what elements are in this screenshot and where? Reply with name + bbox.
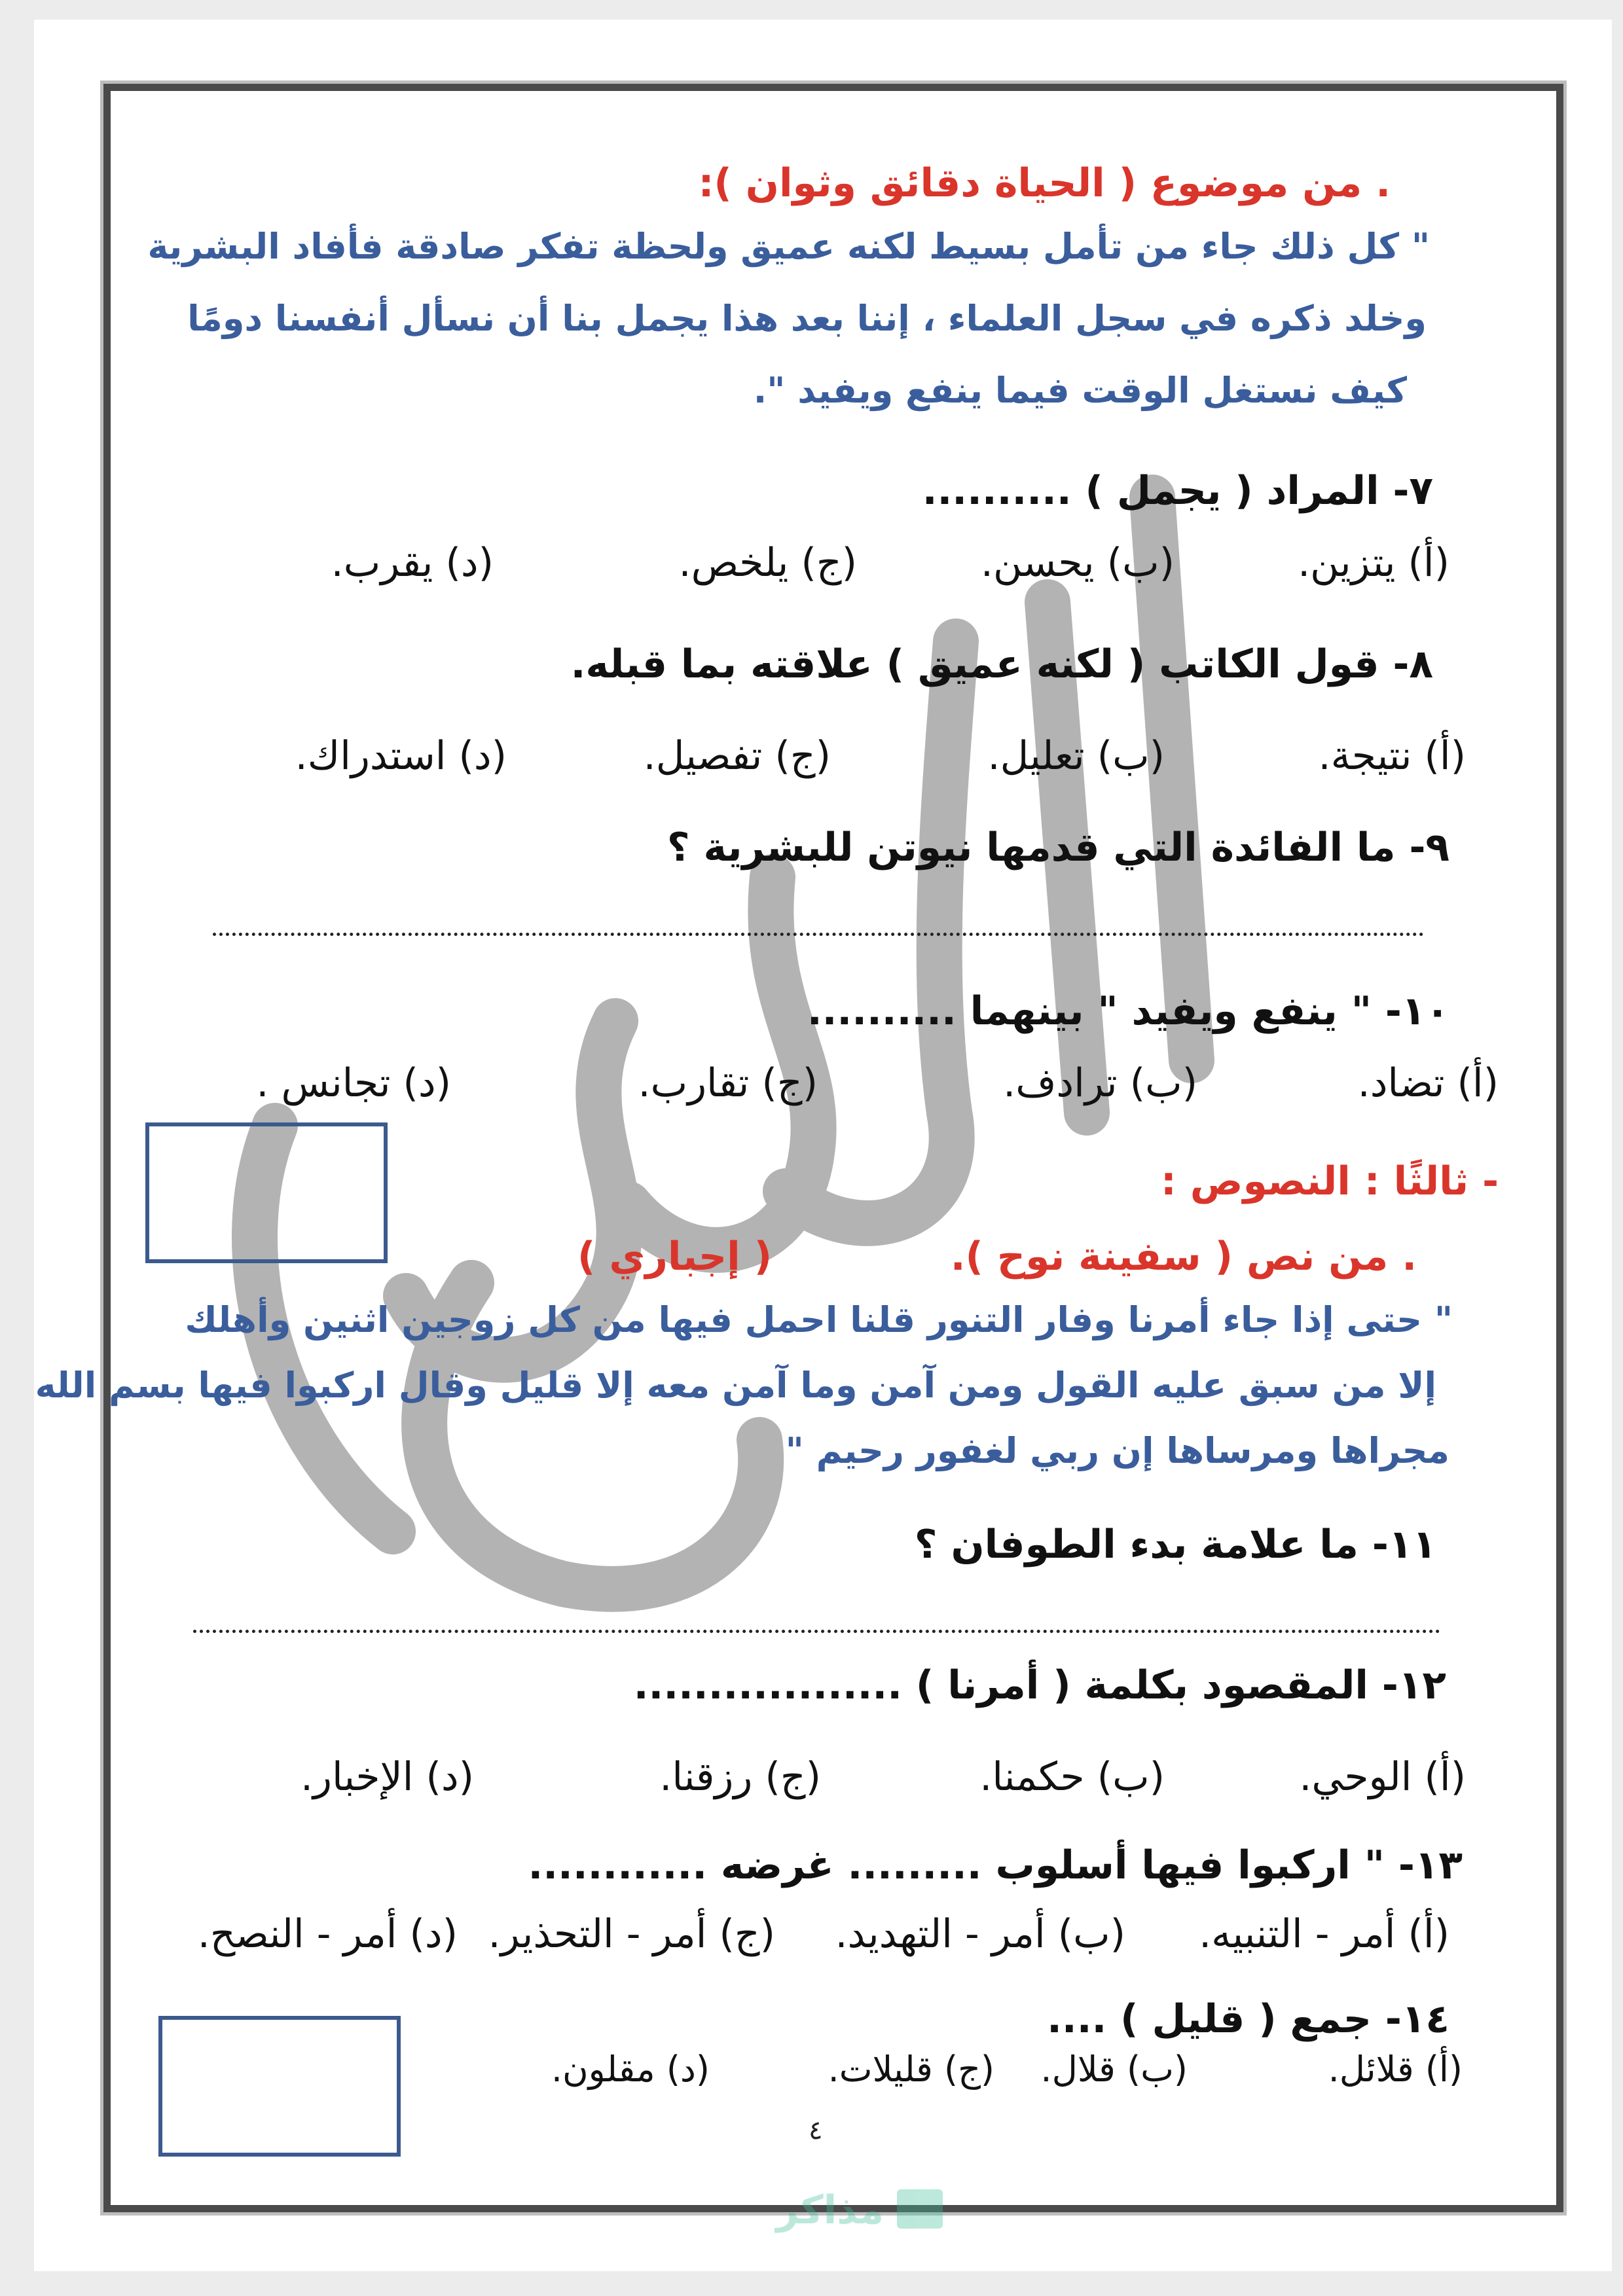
q13-option-a: (أ) أمر - التنبيه. (1199, 1911, 1450, 1957)
q8-option-c: (ج) تفصيل. (643, 733, 831, 779)
section-heading-texts: - ثالثًا : النصوص : (1160, 1158, 1499, 1204)
section-heading-passage: . من موضوع ( الحياة دقائق وثوان ): (698, 160, 1391, 206)
q13-option-b: (ب) أمر - التهديد. (835, 1911, 1125, 1957)
q12-option-d: (د) الإخبار. (300, 1754, 474, 1800)
q8-option-b: (ب) تعليل. (987, 733, 1165, 779)
q10-option-c: (ج) تقارب. (638, 1060, 818, 1106)
score-box (158, 2016, 401, 2157)
score-box (145, 1122, 388, 1263)
q10-option-a: (أ) تضاد. (1357, 1060, 1499, 1106)
q8-option-a: (أ) نتيجة. (1318, 733, 1466, 779)
q12-option-a: (أ) الوحي. (1299, 1754, 1466, 1800)
q7-option-c: (ج) يلخص. (678, 540, 857, 586)
question-13: ١٣- " اركبوا فيها أسلوب ......... غرضه ............ (528, 1842, 1463, 1888)
q10-option-d: (د) تجانس . (256, 1060, 451, 1106)
q13-option-d: (د) أمر - النصح. (197, 1911, 458, 1957)
q8-option-d: (د) استدراك. (295, 733, 507, 779)
quran-passage-line: مجراها ومرساها إن ربي لغفور رحيم " (785, 1430, 1450, 1471)
question-8: ٨- قول الكاتب ( لكنه عميق ) علاقته بما قبله. (570, 641, 1433, 687)
q7-option-d: (د) يقرب. (331, 540, 494, 586)
passage-line: وخلد ذكره في سجل العلماء ، إننا بعد هذا يجمل بنا أن نسأل أنفسنا دومًا (187, 298, 1427, 339)
q13-option-c: (ج) أمر - التحذير. (488, 1911, 775, 1957)
question-9: ٩- ما الفائدة التي قدمها نيوتن للبشرية ؟ (666, 825, 1450, 870)
question-14: ١٤- جمع ( قليل ) .... (1047, 1996, 1450, 2042)
question-12: ١٢- المقصود بكلمة ( أمرنا ) .................. (633, 1662, 1446, 1708)
footer-logo-text: مذاكر (776, 2187, 884, 2233)
question-10: ١٠- " ينفع ويفيد " بينهما .......... (807, 988, 1450, 1034)
q7-option-b: (ب) يحسن. (980, 540, 1175, 586)
q14-option-d: (د) مقلون. (551, 2049, 710, 2090)
passage-line: كيف نستغل الوقت فيما ينفع ويفيد ". (753, 370, 1407, 411)
page-number: ٤ (809, 2115, 823, 2145)
q7-option-a: (أ) يتزين. (1298, 540, 1450, 586)
q14-option-a: (أ) قلائل. (1328, 2049, 1463, 2090)
quran-passage-line: إلا من سبق عليه القول ومن آمن وما آمن معه إلا قليل وقال اركبوا فيها بسم الله (35, 1365, 1436, 1406)
q12-option-b: (ب) حكمنا. (979, 1754, 1165, 1800)
passage-line: " كل ذلك جاء من تأمل بسيط لكنه عميق ولحظة تفكر صادقة فأفاد البشرية (147, 226, 1430, 267)
q14-option-b: (ب) قلال. (1040, 2049, 1188, 2090)
q14-option-c: (ج) قليلات. (828, 2049, 994, 2090)
section-heading-noah: . من نص ( سفينة نوح ). (950, 1234, 1417, 1280)
q12-option-c: (ج) رزقنا. (659, 1754, 821, 1800)
quran-passage-line: " حتى إذا جاء أمرنا وفار التنور قلنا احمل فيها من كل زوجين اثنين وأهلك (185, 1299, 1453, 1340)
answer-line (193, 1630, 1440, 1633)
answer-line (213, 933, 1424, 936)
q10-option-b: (ب) ترادف. (1003, 1060, 1197, 1106)
question-11: ١١- ما علامة بدء الطوفان ؟ (914, 1522, 1436, 1568)
footer-logo (727, 2183, 943, 2245)
question-7: ٧- المراد ( يجمل ) .......... (922, 468, 1433, 514)
book-icon (897, 2189, 943, 2229)
mandatory-tag: ( إجباري ) (577, 1234, 772, 1280)
